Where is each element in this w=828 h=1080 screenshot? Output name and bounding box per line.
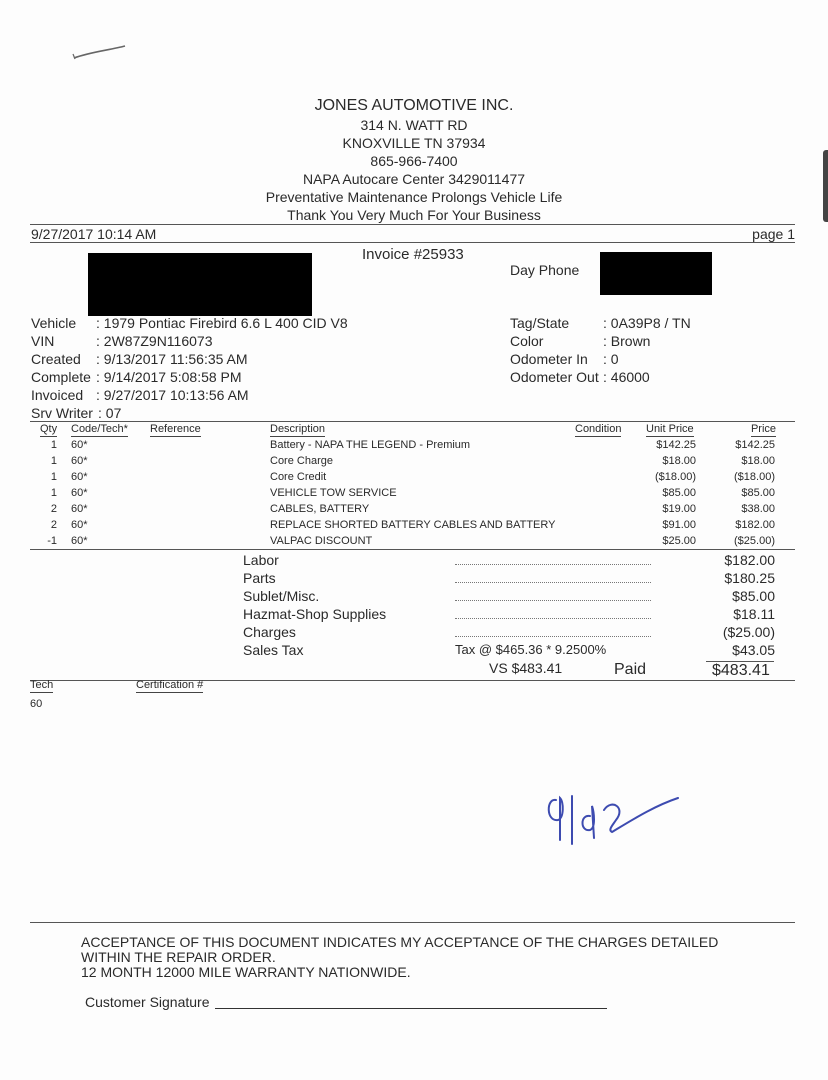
totals-label: Sales Tax xyxy=(243,642,304,658)
day-phone-label: Day Phone xyxy=(510,262,580,278)
odometer-in-label: Odometer In xyxy=(510,351,588,367)
srv-writer-label: Srv Writer xyxy=(31,405,93,421)
company-phone: 865-966-7400 xyxy=(370,153,458,169)
totals-label: Parts xyxy=(243,570,276,586)
redacted-phone xyxy=(600,252,712,295)
totals-value: $18.11 xyxy=(733,606,775,622)
line-description: REPLACE SHORTED BATTERY CABLES AND BATTERY xyxy=(270,519,556,531)
table-top-rule xyxy=(30,421,795,422)
line-code-tech: 60* xyxy=(71,455,88,467)
page-edge-tab xyxy=(823,150,828,222)
vehicle-value: : 1979 Pontiac Firebird 6.6 L 400 CID V8 xyxy=(96,315,348,331)
line-price: ($18.00) xyxy=(734,471,775,483)
col-description: Description xyxy=(270,423,326,435)
dot-leader xyxy=(455,610,651,619)
line-qty: 1 xyxy=(50,471,57,483)
line-code-tech: 60* xyxy=(71,503,88,515)
line-price: $85.00 xyxy=(741,487,775,499)
vin-value: : 2W87Z9N116073 xyxy=(96,333,213,349)
line-unit-price: $19.00 xyxy=(662,503,696,515)
line-price: $38.00 xyxy=(741,503,775,515)
line-description: VEHICLE TOW SERVICE xyxy=(270,487,397,499)
signature-line[interactable] xyxy=(215,1008,607,1009)
color-label: Color xyxy=(510,333,544,349)
page-number: page 1 xyxy=(752,226,795,242)
line-qty: 1 xyxy=(50,439,57,451)
invoice-number: Invoice #25933 xyxy=(362,246,464,263)
print-datetime: 9/27/2017 10:14 AM xyxy=(31,226,157,242)
col-reference: Reference xyxy=(150,423,201,435)
dot-leader xyxy=(455,592,651,601)
odometer-in-value: : 0 xyxy=(603,351,619,367)
line-unit-price: ($18.00) xyxy=(655,471,696,483)
line-unit-price: $25.00 xyxy=(662,535,696,547)
totals-label: Labor xyxy=(243,552,279,568)
napa-center: NAPA Autocare Center 3429011477 xyxy=(302,171,526,187)
header-top-rule xyxy=(30,224,795,225)
line-price: $142.25 xyxy=(735,439,775,451)
company-city: KNOXVILLE TN 37934 xyxy=(342,135,486,151)
col-code-tech: Code/Tech* xyxy=(71,423,128,435)
tech-value: 60 xyxy=(30,698,43,710)
warranty-line: 12 MONTH 12000 MILE WARRANTY NATIONWIDE. xyxy=(81,964,411,980)
srv-writer-value: : 07 xyxy=(98,405,122,421)
line-description: Core Credit xyxy=(270,471,327,483)
complete-label: Complete xyxy=(31,369,91,385)
line-qty: 2 xyxy=(50,519,57,531)
totals-value: ($25.00) xyxy=(722,624,775,640)
company-street: 314 N. WATT RD xyxy=(360,117,468,133)
line-unit-price: $85.00 xyxy=(662,487,696,499)
totals-value: $182.00 xyxy=(724,552,775,568)
line-description: Core Charge xyxy=(270,455,333,467)
redacted-customer-info xyxy=(88,253,312,316)
line-qty: -1 xyxy=(47,535,57,547)
paid-status: Paid xyxy=(614,661,647,678)
totals-label: Hazmat-Shop Supplies xyxy=(243,606,387,622)
col-price: Price xyxy=(750,423,776,435)
color-value: : Brown xyxy=(603,333,651,349)
col-unit-price: Unit Price xyxy=(646,423,694,435)
pen-mark-icon xyxy=(70,40,130,62)
created-label: Created xyxy=(31,351,81,367)
tag-state-value: : 0A39P8 / TN xyxy=(603,315,691,331)
line-qty: 1 xyxy=(50,455,57,467)
totals-value: $180.25 xyxy=(724,570,775,586)
line-price: $18.00 xyxy=(741,455,775,467)
line-code-tech: 60* xyxy=(71,487,88,499)
certification-label: Certification # xyxy=(136,679,204,691)
invoiced-label: Invoiced xyxy=(31,387,84,403)
header-bottom-rule xyxy=(30,242,795,243)
acceptance-line-2: WITHIN THE REPAIR ORDER. xyxy=(81,949,276,965)
thank-you-line: Thank You Very Much For Your Business xyxy=(287,207,541,223)
line-code-tech: 60* xyxy=(71,519,88,531)
tech-label: Tech xyxy=(30,679,54,691)
totals-label: Sublet/Misc. xyxy=(243,588,320,604)
tax-calculation: Tax @ $465.36 * 9.2500% xyxy=(455,642,607,657)
odometer-out-value: : 46000 xyxy=(603,369,650,385)
odometer-out-label: Odometer Out xyxy=(510,369,599,385)
line-qty: 2 xyxy=(50,503,57,515)
acceptance-line-1: ACCEPTANCE OF THIS DOCUMENT INDICATES MY ACCEPTANCE OF THE CHARGES DETAILED xyxy=(81,934,719,950)
totals-value: $85.00 xyxy=(732,588,775,604)
grand-total: $483.41 xyxy=(712,662,770,679)
vehicle-label: Vehicle xyxy=(31,315,77,331)
totals-label: Charges xyxy=(243,624,296,640)
line-unit-price: $142.25 xyxy=(656,439,696,451)
company-name: JONES AUTOMOTIVE INC. xyxy=(314,97,514,114)
line-price: ($25.00) xyxy=(734,535,775,547)
dot-leader xyxy=(455,574,651,583)
handwriting-icon xyxy=(542,792,682,854)
invoiced-value: : 9/27/2017 10:13:56 AM xyxy=(96,387,249,403)
line-description: CABLES, BATTERY xyxy=(270,503,370,515)
line-unit-price: $18.00 xyxy=(662,455,696,467)
dot-leader xyxy=(455,556,651,565)
line-unit-price: $91.00 xyxy=(662,519,696,531)
company-slogan: Preventative Maintenance Prolongs Vehicle Life xyxy=(265,189,563,205)
line-code-tech: 60* xyxy=(71,471,88,483)
signature-label: Customer Signature xyxy=(85,994,210,1010)
dot-leader xyxy=(455,628,651,637)
payment-method: VS $483.41 xyxy=(489,660,563,676)
col-qty: Qty xyxy=(40,423,58,435)
line-description: Battery - NAPA THE LEGEND - Premium xyxy=(270,439,471,451)
line-code-tech: 60* xyxy=(71,535,88,547)
line-qty: 1 xyxy=(50,487,57,499)
line-description: VALPAC DISCOUNT xyxy=(270,535,373,547)
totals-value: $43.05 xyxy=(732,642,775,658)
created-value: : 9/13/2017 11:56:35 AM xyxy=(96,351,248,367)
footer-rule xyxy=(30,922,795,923)
tag-state-label: Tag/State xyxy=(510,315,570,331)
col-condition: Condition xyxy=(575,423,622,435)
complete-value: : 9/14/2017 5:08:58 PM xyxy=(96,369,242,385)
line-code-tech: 60* xyxy=(71,439,88,451)
table-bottom-rule xyxy=(30,549,795,550)
line-price: $182.00 xyxy=(735,519,775,531)
vin-label: VIN xyxy=(31,333,55,349)
